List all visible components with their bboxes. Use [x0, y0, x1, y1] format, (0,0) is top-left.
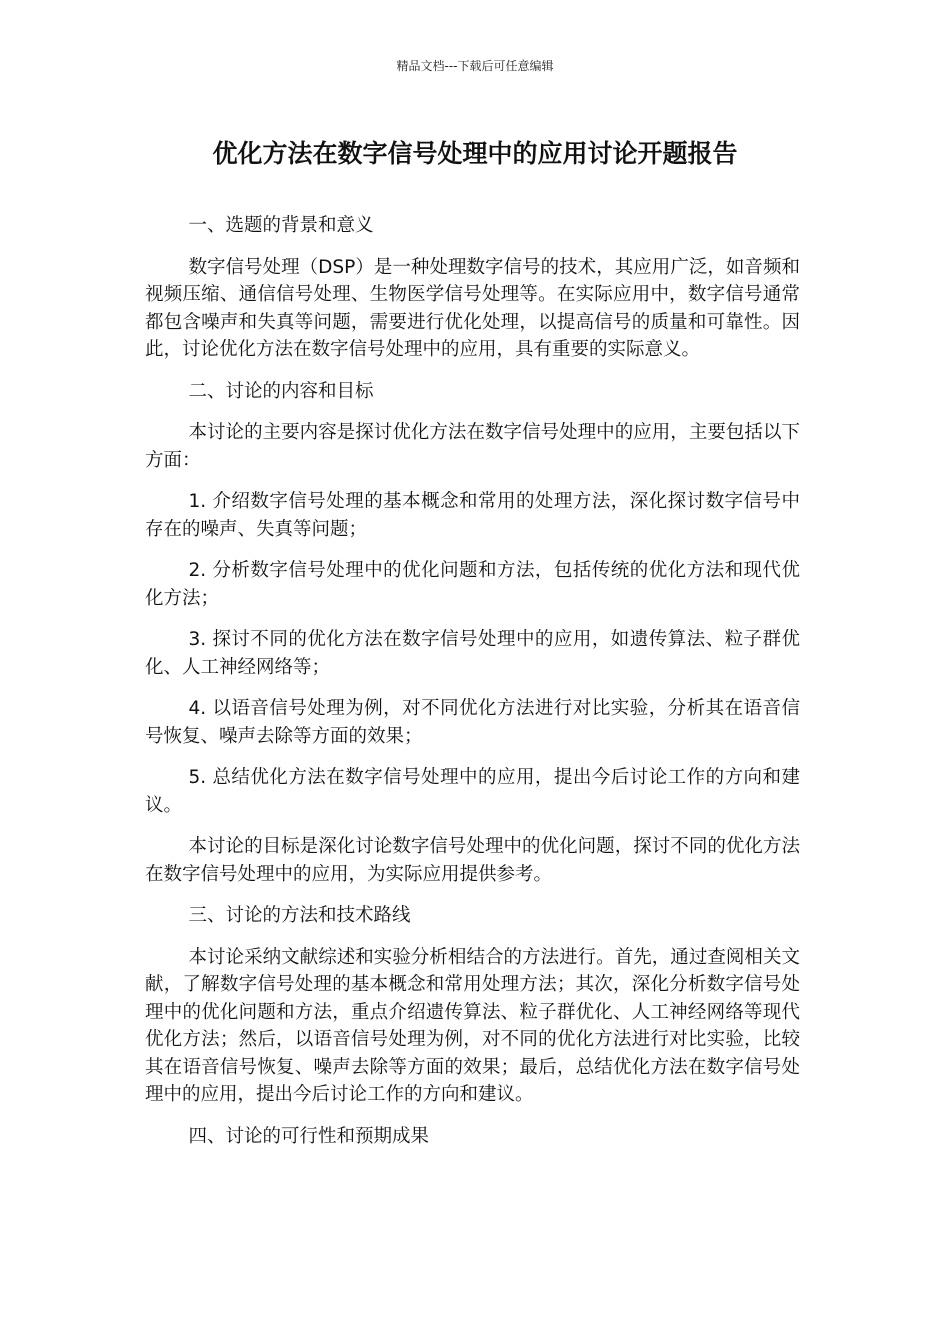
section-heading-feasibility: 四、讨论的可行性和预期成果: [188, 1125, 429, 1147]
section-heading-methods: 三、讨论的方法和技术路线: [188, 905, 411, 926]
document-body: [145, 212, 800, 1164]
list-item-1: 1. 介绍数字信号处理的基本概念和常用的处理方法，深化探讨数字信号中存在的噪声、失真等问题；: [145, 491, 800, 540]
list-item-3: 3. 探讨不同的优化方法在数字信号处理中的应用，如遗传算法、粒子群优化、人工神经网络等；: [145, 629, 800, 678]
section-heading-content: 二、讨论的内容和目标: [188, 380, 374, 402]
paragraph-goal: 本讨论的目标是深化讨论数字信号处理中的优化问题，探讨不同的优化方法在数字信号处理中的应用，为实际应用提供参考。: [145, 836, 800, 885]
paragraph-content-intro: 本讨论的主要内容是探讨优化方法在数字信号处理中的应用，主要包括以下方面：: [145, 422, 800, 471]
list-item-5: 5. 总结优化方法在数字信号处理中的应用，提出今后讨论工作的方向和建议。: [145, 767, 800, 816]
list-item-4: 4. 以语音信号处理为例，对不同优化方法进行对比实验，分析其在语音信号恢复、噪声去除等方面的效果；: [145, 698, 800, 747]
paragraph-methods: 本讨论采纳文献综述和实验分析相结合的方法进行。首先，通过查阅相关文献，了解数字信号处理的基本概念和常用处理方法；其次，深化分析数字信号处理中的优化问题和方法，重点介绍遗传算法、粒子群优化、人工神经网络等现代优化方法；然后，以语音信号处理为例，对不同的优化方法进行对比实验，比较其在语音信号恢复、噪声去除等方面的效果；最后，总结优化方法在数字信号处理中的应用，提出今后讨论工作的方向和建议。: [145, 946, 800, 1105]
section-heading-background: 一、选题的背景和意义: [188, 215, 374, 236]
header-note: 精品文档---下载后可任意编辑: [396, 59, 554, 73]
paragraph-background: 数字信号处理（DSP）是一种处理数字信号的技术，其应用广泛，如音频和视频压缩、通信信号处理、生物医学信号处理等。在实际应用中，数字信号通常都包含噪声和失真等问题，需要进行优化处理，以提高信号的质量和可靠性。因此，讨论优化方法在数字信号处理中的应用，具有重要的实际意义。: [145, 256, 800, 360]
list-item-2: 2. 分析数字信号处理中的优化问题和方法，包括传统的优化方法和现代优化方法；: [145, 560, 800, 609]
document-title: 优化方法在数字信号处理中的应用讨论开题报告: [212, 139, 738, 168]
